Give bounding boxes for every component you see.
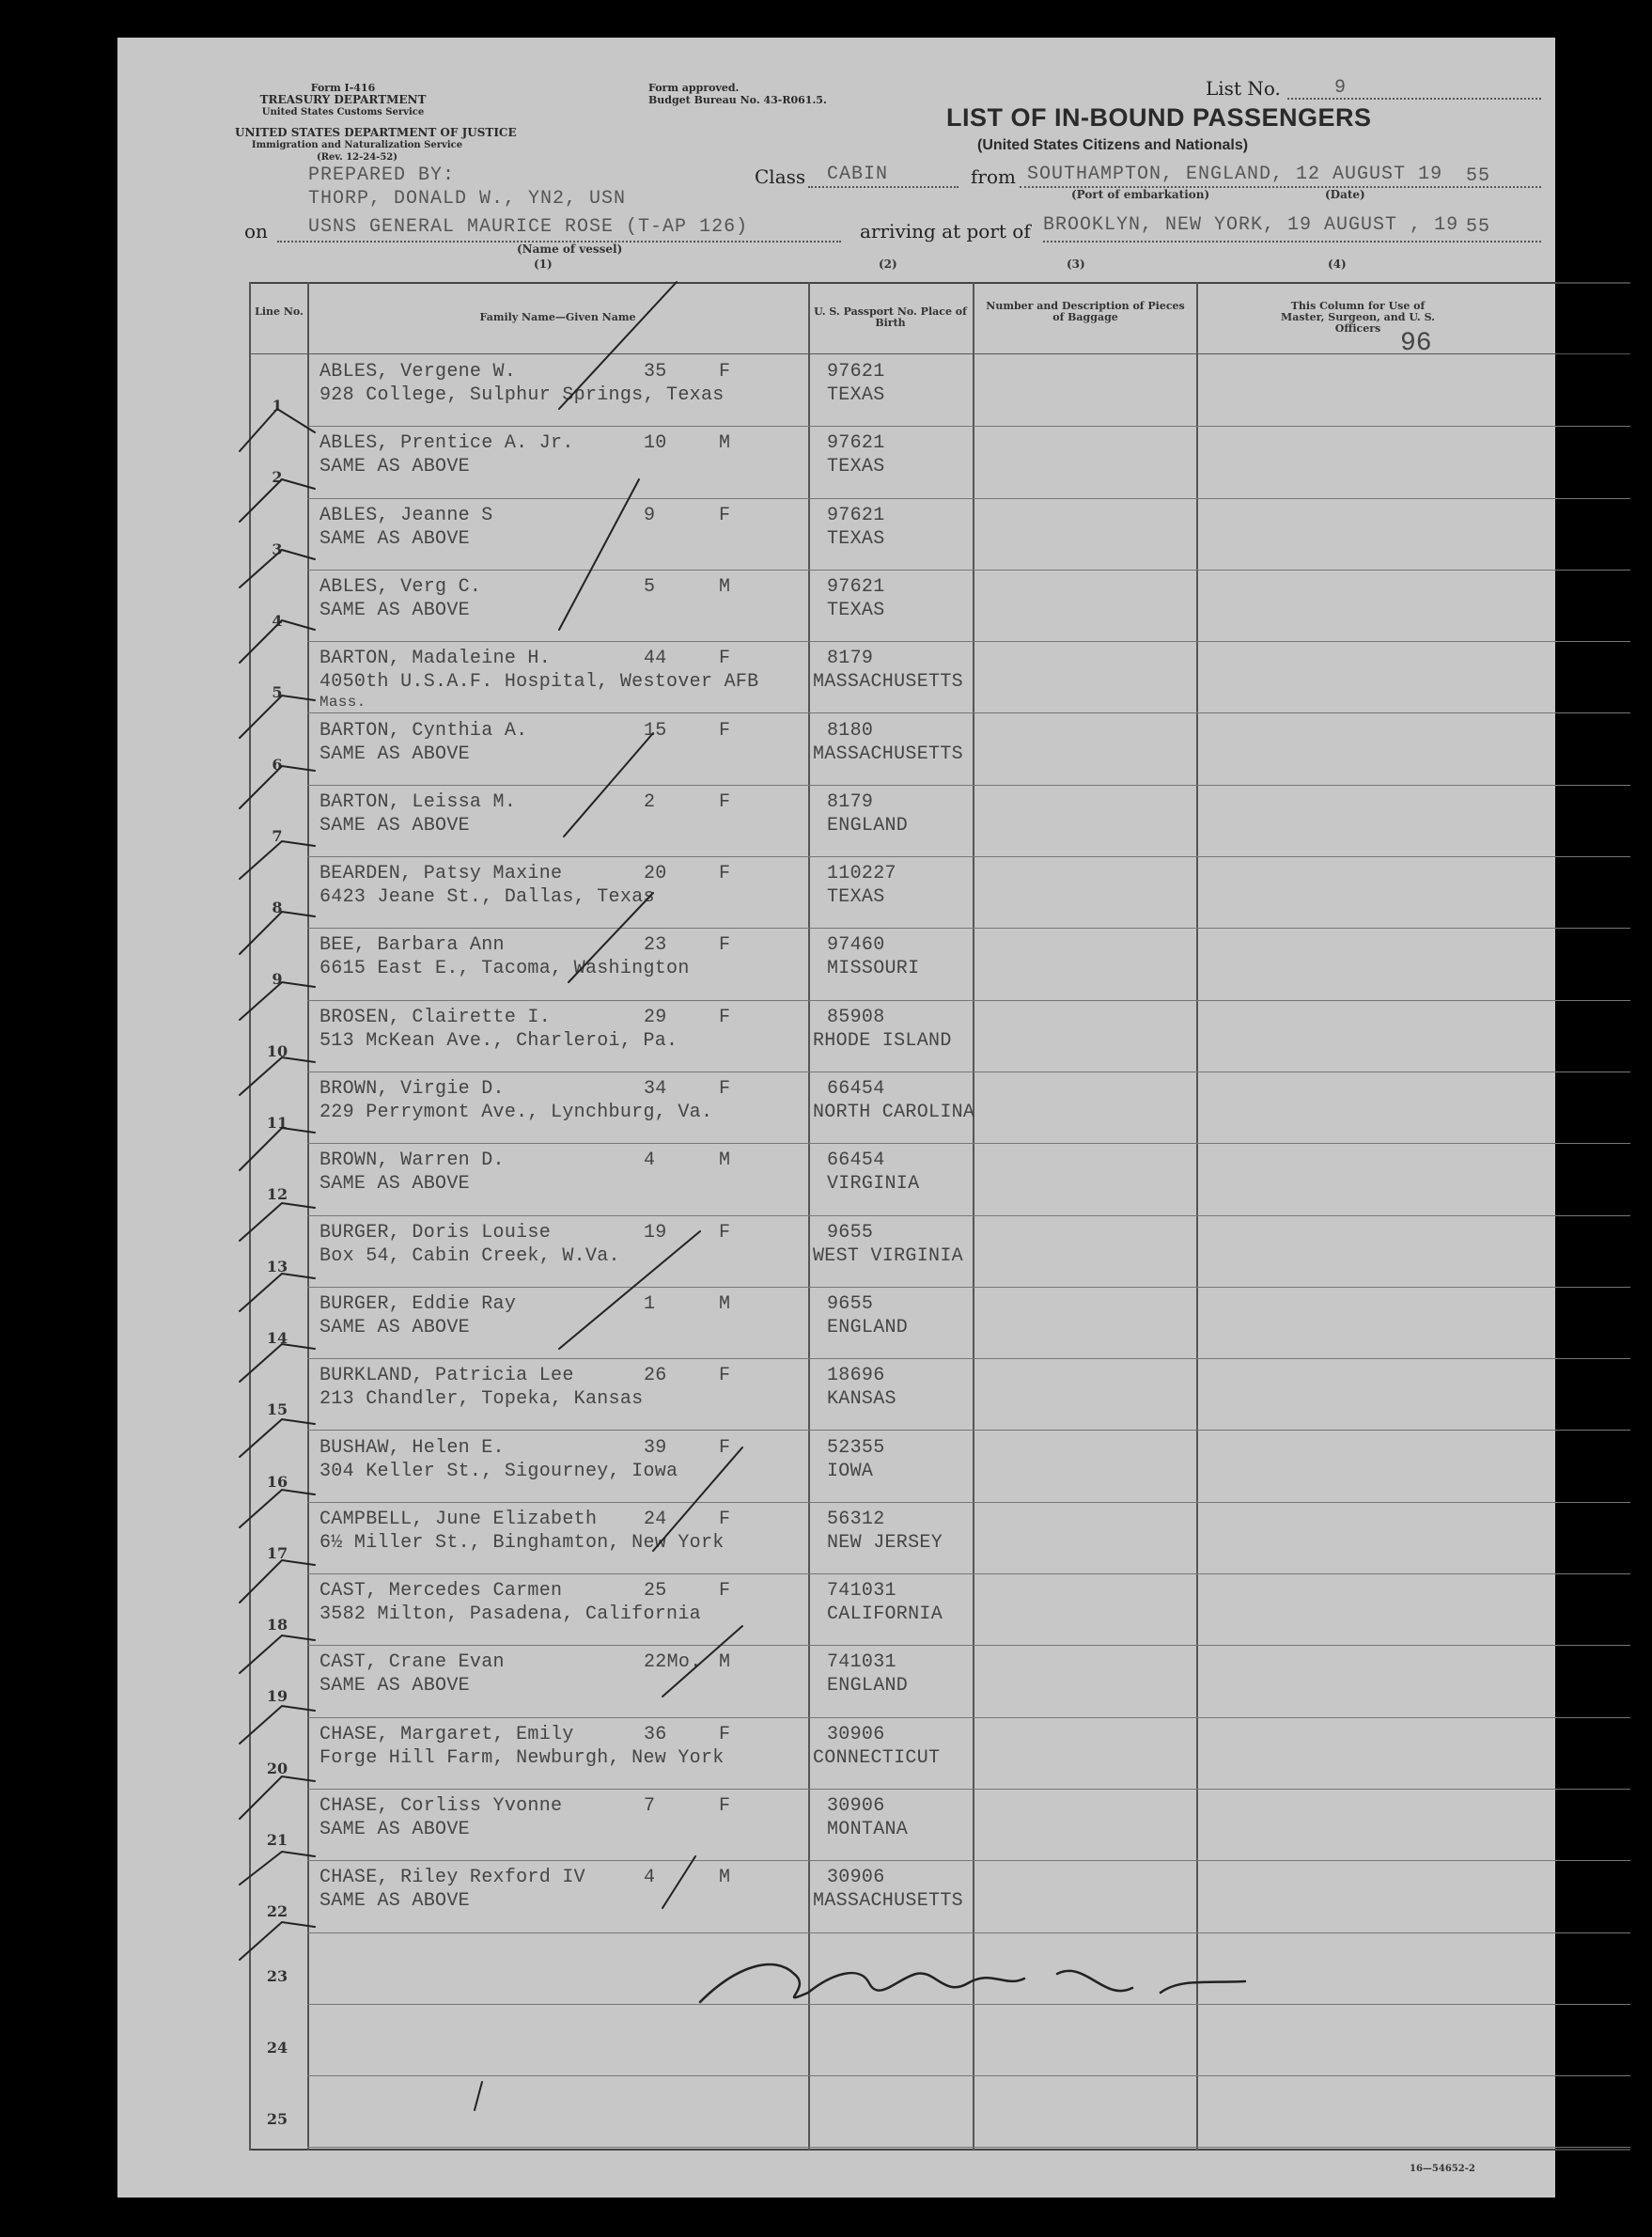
passenger-name: BROWN, Virgie D. bbox=[319, 1078, 505, 1100]
place-of-birth: KANSAS bbox=[827, 1388, 896, 1411]
line-number: 16 bbox=[266, 1472, 288, 1491]
passenger-age: 39 bbox=[644, 1436, 667, 1459]
passenger-address: SAME AS ABOVE bbox=[319, 814, 470, 837]
place-of-birth: VIRGINIA bbox=[827, 1173, 920, 1196]
line-number: 7 bbox=[272, 826, 283, 845]
row-divider bbox=[307, 2147, 1630, 2148]
passenger-age: 19 bbox=[644, 1221, 667, 1244]
passenger-address: Forge Hill Farm, Newburgh, New York bbox=[319, 1746, 725, 1769]
header-line-no: Line No. bbox=[255, 305, 304, 318]
col-marker-1: (1) bbox=[534, 258, 553, 271]
table-row bbox=[249, 1503, 1630, 1575]
passenger-address: SAME AS ABOVE bbox=[319, 599, 470, 621]
passport-number: 30906 bbox=[827, 1723, 885, 1745]
passenger-name: BUSHAW, Helen E. bbox=[319, 1436, 505, 1459]
passenger-name: BARTON, Madaleine H. bbox=[319, 648, 552, 670]
passenger-sex: F bbox=[719, 504, 731, 526]
prepared-by-value: THORP, DONALD W., YN2, USN bbox=[308, 188, 627, 210]
place-of-birth: ENGLAND bbox=[827, 1316, 909, 1338]
passenger-sex: F bbox=[719, 1436, 731, 1459]
passenger-sex: F bbox=[719, 719, 731, 742]
from-value: SOUTHAMPTON, ENGLAND, 12 AUGUST 19 bbox=[1027, 164, 1443, 185]
table-row bbox=[249, 1861, 1630, 1933]
table-row bbox=[249, 1646, 1630, 1718]
passenger-address: 928 College, Sulphur Springs, Texas bbox=[319, 384, 725, 406]
passport-number: 8180 bbox=[827, 719, 874, 742]
table-row bbox=[249, 1790, 1630, 1862]
passenger-name: BURGER, Eddie Ray bbox=[319, 1292, 517, 1315]
port-embark-caption: (Port of embarkation) bbox=[1071, 188, 1210, 201]
passenger-age: 35 bbox=[644, 361, 667, 383]
from-year: 55 bbox=[1466, 165, 1491, 187]
class-label: Class bbox=[755, 165, 806, 188]
passenger-age: 26 bbox=[644, 1365, 667, 1387]
passport-number: 18696 bbox=[827, 1365, 885, 1387]
class-value: CABIN bbox=[827, 164, 889, 185]
agency-block bbox=[230, 82, 456, 118]
place-of-birth: TEXAS bbox=[827, 384, 885, 406]
line-number: 1 bbox=[272, 397, 283, 415]
vessel-caption: (Name of vessel) bbox=[517, 242, 623, 256]
col-marker-4: (4) bbox=[1328, 258, 1347, 271]
table-row bbox=[249, 2076, 1630, 2149]
table-row bbox=[249, 786, 1630, 858]
passenger-address: SAME AS ABOVE bbox=[319, 456, 470, 478]
list-no-label: List No. bbox=[1206, 77, 1281, 100]
passenger-name: BEE, Barbara Ann bbox=[319, 934, 505, 957]
passenger-age: 9 bbox=[644, 504, 656, 526]
ins-service: Immigration and Naturalization Service bbox=[251, 140, 463, 150]
line-number: 19 bbox=[266, 1687, 288, 1706]
passenger-age: 22Mo. bbox=[644, 1651, 702, 1674]
passenger-address: SAME AS ABOVE bbox=[319, 1675, 470, 1697]
place-of-birth: MASSACHUSETTS bbox=[813, 1890, 963, 1913]
line-number: 23 bbox=[266, 1966, 288, 1985]
passport-number: 8179 bbox=[827, 790, 874, 813]
passport-number: 56312 bbox=[827, 1508, 885, 1530]
passenger-name: CAMPBELL, June Elizabeth bbox=[319, 1508, 598, 1530]
passenger-name: CAST, Mercedes Carmen bbox=[319, 1580, 563, 1603]
line-number: 10 bbox=[266, 1041, 288, 1060]
officer-note: 96 bbox=[1400, 329, 1432, 358]
line-number: 20 bbox=[266, 1759, 288, 1777]
passenger-sex: F bbox=[719, 1006, 731, 1028]
place-of-birth: TEXAS bbox=[827, 456, 885, 478]
passenger-name: ABLES, Prentice A. Jr. bbox=[319, 432, 574, 455]
list-no-value: 9 bbox=[1334, 77, 1348, 99]
line-number: 11 bbox=[266, 1114, 288, 1132]
place-of-birth: ENGLAND bbox=[827, 814, 909, 837]
passenger-sex: M bbox=[719, 575, 731, 598]
passenger-name: ABLES, Jeanne S bbox=[319, 504, 493, 526]
passenger-address: SAME AS ABOVE bbox=[319, 1316, 470, 1338]
passenger-name: BURGER, Doris Louise bbox=[319, 1221, 552, 1244]
revision: (Rev. 12-24-52) bbox=[317, 152, 397, 163]
on-label: on bbox=[244, 220, 268, 242]
passenger-sex: F bbox=[719, 1221, 731, 1244]
passenger-sex: F bbox=[719, 1508, 731, 1530]
place-of-birth: CONNECTICUT bbox=[813, 1746, 941, 1769]
from-label: from bbox=[971, 165, 1016, 188]
line-number: 25 bbox=[266, 2110, 288, 2129]
justice-block bbox=[235, 126, 517, 164]
passenger-name: BARTON, Cynthia A. bbox=[319, 719, 528, 742]
line-number: 18 bbox=[266, 1616, 288, 1635]
passenger-age: 1 bbox=[644, 1292, 656, 1315]
col-marker-3: (3) bbox=[1067, 258, 1085, 271]
table-top-border bbox=[249, 282, 1630, 284]
budget-bureau: Budget Bureau No. 43-R061.5. bbox=[648, 94, 827, 106]
table-row bbox=[249, 1144, 1630, 1216]
passport-number: 97621 bbox=[827, 432, 885, 455]
passport-number: 97460 bbox=[827, 934, 885, 957]
passenger-age: 5 bbox=[644, 575, 656, 598]
table-row bbox=[249, 355, 1630, 428]
passenger-sex: F bbox=[719, 648, 731, 670]
passenger-age: 15 bbox=[644, 719, 667, 742]
passenger-sex: F bbox=[719, 863, 731, 885]
passenger-age: 10 bbox=[644, 432, 667, 455]
passenger-age: 24 bbox=[644, 1508, 667, 1530]
passenger-age: 23 bbox=[644, 934, 667, 957]
passenger-sex: F bbox=[719, 361, 731, 383]
table-row bbox=[249, 1072, 1630, 1145]
passenger-age: 29 bbox=[644, 1006, 667, 1028]
table-row bbox=[249, 857, 1630, 930]
passenger-age: 20 bbox=[644, 863, 667, 885]
passenger-name: ABLES, Vergene W. bbox=[319, 361, 517, 383]
place-of-birth: RHODE ISLAND bbox=[813, 1029, 952, 1052]
col-marker-2: (2) bbox=[879, 258, 897, 271]
arriving-label: arriving at port of bbox=[860, 220, 1031, 242]
arrival-year: 55 bbox=[1466, 216, 1491, 238]
passenger-sex: F bbox=[719, 1795, 731, 1817]
passenger-sex: M bbox=[719, 1292, 731, 1315]
line-number: 24 bbox=[266, 2038, 288, 2057]
passenger-name: CHASE, Corliss Yvonne bbox=[319, 1795, 563, 1817]
passenger-address: 3582 Milton, Pasadena, California bbox=[319, 1603, 701, 1626]
line-number: 5 bbox=[272, 683, 283, 702]
passenger-age: 34 bbox=[644, 1078, 667, 1100]
place-of-birth: MISSOURI bbox=[827, 958, 920, 980]
passenger-address: SAME AS ABOVE bbox=[319, 1173, 470, 1196]
passenger-address: 4050th U.S.A.F. Hospital, Westover AFB bbox=[319, 671, 759, 694]
passenger-age: 2 bbox=[644, 790, 656, 813]
passenger-sex: F bbox=[719, 1723, 731, 1745]
passenger-age: 4 bbox=[644, 1150, 656, 1172]
form-number: Form I-416 bbox=[310, 82, 376, 94]
passport-number: 97621 bbox=[827, 575, 885, 598]
page-title: LIST OF IN-BOUND PASSENGERS bbox=[946, 103, 1372, 132]
passport-number: 97621 bbox=[827, 361, 885, 383]
place-of-birth: TEXAS bbox=[827, 599, 885, 621]
table-row bbox=[249, 1431, 1630, 1504]
table-row bbox=[249, 1001, 1630, 1073]
approval-block bbox=[648, 82, 827, 106]
header-name: Family Name—Given Name bbox=[479, 311, 636, 323]
passport-number: 30906 bbox=[827, 1867, 885, 1889]
line-number: 13 bbox=[266, 1257, 288, 1275]
passenger-name: ABLES, Verg C. bbox=[319, 575, 482, 598]
passenger-address: 6615 East E., Tacoma, Washington bbox=[319, 958, 690, 980]
passenger-sex: M bbox=[719, 1651, 731, 1674]
place-of-birth: ENGLAND bbox=[827, 1675, 909, 1697]
table-bottom-border bbox=[249, 2149, 1630, 2151]
treasury-dept: TREASURY DEPARTMENT bbox=[259, 93, 427, 106]
line-number: 9 bbox=[272, 970, 283, 989]
passenger-name: BEARDEN, Patsy Maxine bbox=[319, 863, 563, 885]
place-of-birth: NEW JERSEY bbox=[827, 1531, 943, 1554]
line-number: 3 bbox=[272, 540, 283, 558]
line-number: 2 bbox=[272, 468, 283, 487]
passenger-sex: M bbox=[719, 1867, 731, 1889]
footer-code: 16—54652-2 bbox=[1410, 2164, 1475, 2174]
passenger-age: 36 bbox=[644, 1723, 667, 1745]
header-baggage: Number and Description of Pieces of Baggage bbox=[986, 300, 1185, 323]
place-of-birth: CALIFORNIA bbox=[827, 1603, 943, 1626]
passport-number: 9655 bbox=[827, 1221, 874, 1244]
passenger-sex: F bbox=[719, 1365, 731, 1387]
header-officers: This Column for Use of Master, Surgeon, and U. S. Officers bbox=[1281, 300, 1435, 335]
passenger-name: CHASE, Margaret, Emily bbox=[319, 1723, 574, 1745]
customs-service: United States Customs Service bbox=[261, 107, 425, 117]
place-of-birth: MASSACHUSETTS bbox=[813, 743, 963, 765]
place-of-birth: MONTANA bbox=[827, 1819, 909, 1840]
passport-number: 52355 bbox=[827, 1436, 885, 1459]
place-of-birth: MASSACHUSETTS bbox=[813, 671, 963, 694]
passenger-address: 513 McKean Ave., Charleroi, Pa. bbox=[319, 1029, 678, 1052]
passenger-name: CHASE, Riley Rexford IV bbox=[319, 1867, 585, 1889]
passenger-address: SAME AS ABOVE bbox=[319, 743, 470, 765]
page-subtitle: (United States Citizens and Nationals) bbox=[977, 137, 1249, 153]
passenger-sex: F bbox=[719, 1580, 731, 1603]
passenger-name: BROSEN, Clairette I. bbox=[319, 1006, 552, 1028]
class-line bbox=[808, 186, 958, 188]
place-of-birth: NORTH CAROLINA bbox=[813, 1102, 975, 1123]
line-number: 8 bbox=[272, 899, 283, 917]
passenger-address: SAME AS ABOVE bbox=[319, 527, 470, 550]
table-row bbox=[249, 714, 1630, 787]
passport-number: 66454 bbox=[827, 1150, 885, 1172]
passenger-age: 25 bbox=[644, 1580, 667, 1603]
passenger-address-2: Mass. bbox=[319, 694, 366, 712]
place-of-birth: WEST VIRGINIA bbox=[813, 1244, 963, 1267]
passport-number: 9655 bbox=[827, 1292, 874, 1315]
passenger-address: SAME AS ABOVE bbox=[319, 1819, 470, 1840]
passport-number: 30906 bbox=[827, 1795, 885, 1817]
header-passport: U. S. Passport No. Place of Birth bbox=[814, 305, 967, 329]
passenger-sex: M bbox=[719, 432, 731, 455]
table-row bbox=[249, 1359, 1630, 1431]
passenger-address: 304 Keller St., Sigourney, Iowa bbox=[319, 1460, 678, 1482]
passenger-sex: F bbox=[719, 1078, 731, 1100]
passport-number: 66454 bbox=[827, 1078, 885, 1100]
place-of-birth: IOWA bbox=[827, 1460, 874, 1482]
line-number: 15 bbox=[266, 1400, 288, 1419]
passenger-address: 229 Perrymont Ave., Lynchburg, Va. bbox=[319, 1102, 713, 1123]
table-row bbox=[249, 1574, 1630, 1647]
table-row bbox=[249, 642, 1630, 714]
line-number: 12 bbox=[266, 1185, 288, 1204]
passenger-name: CAST, Crane Evan bbox=[319, 1651, 505, 1674]
table-row bbox=[249, 1933, 1630, 2006]
table-row bbox=[249, 1288, 1630, 1360]
arrival-line bbox=[1043, 241, 1541, 242]
passenger-age: 7 bbox=[644, 1795, 656, 1817]
manifest-page bbox=[117, 38, 1555, 2198]
date-caption: (Date) bbox=[1325, 188, 1365, 201]
passenger-address: 6423 Jeane St., Dallas, Texas bbox=[319, 886, 655, 909]
table-row bbox=[249, 1216, 1630, 1289]
passenger-sex: F bbox=[719, 934, 731, 957]
justice-dept: UNITED STATES DEPARTMENT OF JUSTICE bbox=[235, 126, 517, 139]
passenger-table bbox=[249, 282, 1630, 2151]
form-approved: Form approved. bbox=[648, 82, 740, 94]
list-no-line bbox=[1287, 98, 1541, 100]
passenger-age: 4 bbox=[644, 1867, 656, 1889]
passenger-address: SAME AS ABOVE bbox=[319, 1890, 470, 1913]
passenger-address: 6½ Miller St., Binghamton, New York bbox=[319, 1531, 725, 1554]
line-number: 17 bbox=[266, 1543, 288, 1562]
table-row bbox=[249, 571, 1630, 643]
prepared-by-label: PREPARED BY: bbox=[308, 164, 456, 186]
vessel-name: USNS GENERAL MAURICE ROSE (T-AP 126) bbox=[308, 216, 749, 238]
passenger-name: BARTON, Leissa M. bbox=[319, 790, 517, 813]
table-row bbox=[249, 427, 1630, 499]
line-number: 4 bbox=[272, 611, 283, 630]
table-row bbox=[249, 1718, 1630, 1791]
passenger-age: 44 bbox=[644, 648, 667, 670]
line-number: 14 bbox=[266, 1328, 288, 1347]
passport-number: 741031 bbox=[827, 1651, 896, 1674]
place-of-birth: TEXAS bbox=[827, 886, 885, 909]
passport-number: 741031 bbox=[827, 1580, 896, 1603]
passenger-address: 213 Chandler, Topeka, Kansas bbox=[319, 1388, 644, 1411]
passenger-name: BROWN, Warren D. bbox=[319, 1150, 505, 1172]
arrival-value: BROOKLYN, NEW YORK, 19 AUGUST , 19 bbox=[1043, 214, 1459, 236]
place-of-birth: TEXAS bbox=[827, 527, 885, 550]
passenger-sex: F bbox=[719, 790, 731, 813]
passenger-sex: M bbox=[719, 1150, 731, 1172]
passport-number: 97621 bbox=[827, 504, 885, 526]
table-row bbox=[249, 499, 1630, 571]
passenger-name: BURKLAND, Patricia Lee bbox=[319, 1365, 574, 1387]
passport-number: 8179 bbox=[827, 648, 874, 670]
line-number: 21 bbox=[266, 1831, 288, 1849]
line-number: 22 bbox=[266, 1902, 288, 1921]
table-row bbox=[249, 929, 1630, 1001]
passenger-address: Box 54, Cabin Creek, W.Va. bbox=[319, 1244, 620, 1267]
line-number: 6 bbox=[272, 755, 283, 774]
table-row bbox=[249, 2005, 1630, 2077]
passport-number: 85908 bbox=[827, 1006, 885, 1028]
passport-number: 110227 bbox=[827, 863, 896, 885]
